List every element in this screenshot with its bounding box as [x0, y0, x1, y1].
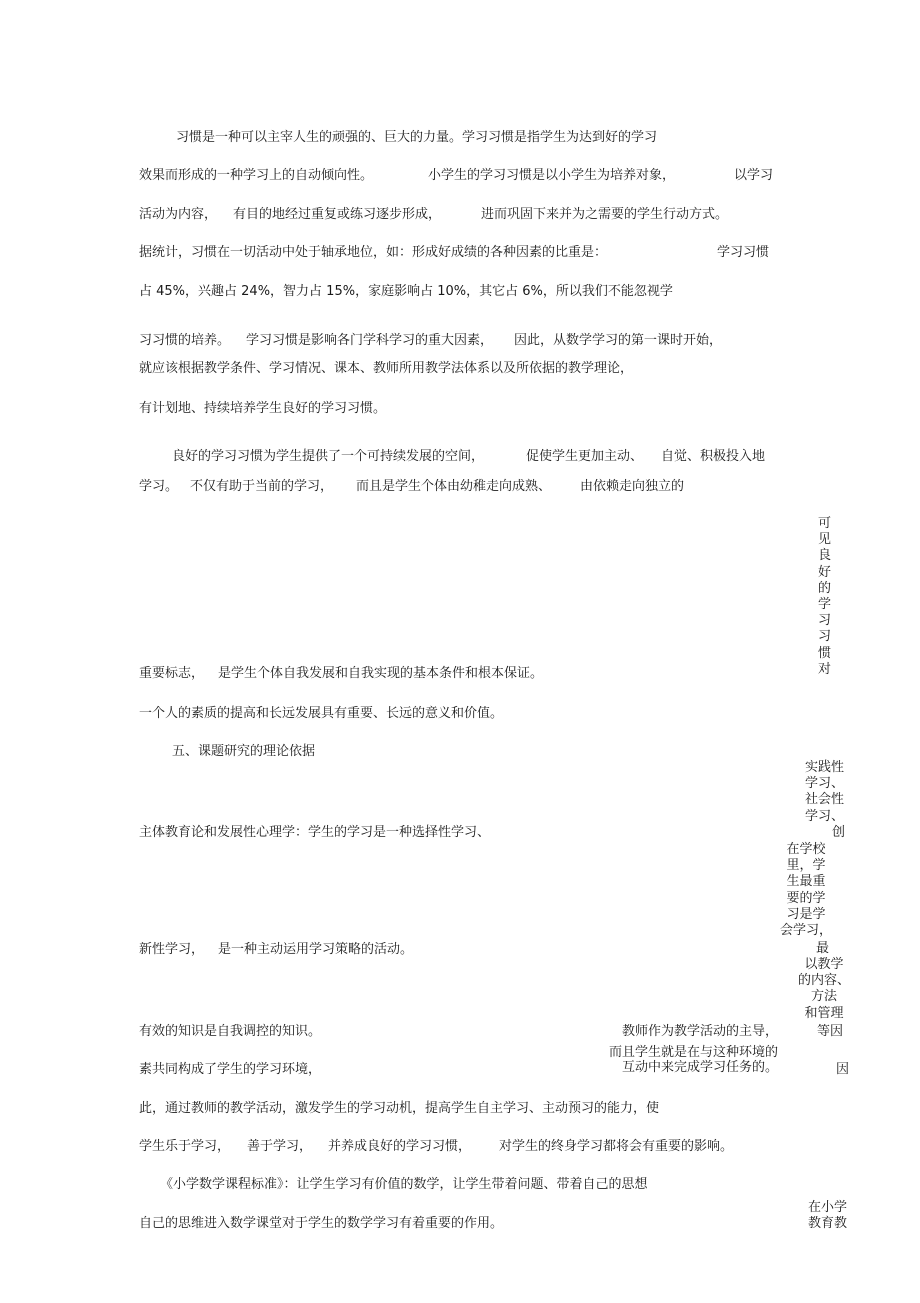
text-line: 就应该根据教学条件、学习情况、课本、教师所用教学法体系以及所依据的教学理论，: [139, 361, 634, 376]
text-line: 因: [836, 1062, 850, 1077]
text-line: 新性学习，: [139, 942, 205, 957]
text-line: 自己的思维进入数学课堂对于学生的数学学习有着重要的作用。: [139, 1216, 504, 1231]
text-line: 据统计，习惯在一切活动中处于轴承地位，如：形成好成绩的各种因素的比重是：: [139, 245, 608, 260]
text-line: 习习惯的培养。: [139, 333, 231, 348]
text-line: 有计划地、持续培养学生良好的学习习惯。: [139, 401, 387, 416]
text-line: 素共同构成了学生的学习环境，: [139, 1062, 322, 1077]
text-line: 一个人的素质的提高和长远发展具有重要、长远的意义和价值。: [139, 706, 504, 721]
text-line: 习惯是一种可以主宰人生的顽强的、巨大的力量。学习习惯是指学生为达到好的学习: [176, 130, 658, 145]
text-line: 小学生的学习习惯是以小学生为培养对象，: [428, 168, 676, 183]
text-line: 主体教育论和发展性心理学：学生的学习是一种选择性学习、: [139, 825, 491, 840]
text-line: 活动为内容，: [139, 207, 218, 222]
text-line: 此，通过教师的教学活动，激发学生的学习动机，提高学生自主学习、主动预习的能力，使: [139, 1101, 660, 1116]
text-line: 占 45%，兴趣占 24%，智力占 15%，家庭影响占 10%，其它占 6%，所以我们不能忽视学: [139, 284, 673, 299]
text-line: 自觉、积极投入地: [661, 449, 766, 464]
margin-note: 实践性 学习、 社会性 学习、: [805, 760, 845, 824]
text-line: 而且学生就是在与这种环境的: [609, 1045, 779, 1060]
text-line: 进而巩固下来并为之需要的学生行动方式。: [481, 207, 729, 222]
text-line: 因此，从数学学习的第一课时开始，: [514, 333, 723, 348]
text-line: 促使学生更加主动、: [526, 449, 644, 464]
text-line: 《小学数学课程标准》：让学生学习有价值的数学，让学生带着问题、带着自己的思想: [160, 1177, 648, 1192]
margin-note: 在小学 教育教: [808, 1200, 848, 1232]
text-line: 互动中来完成学习任务的。: [622, 1060, 779, 1075]
margin-note: 创: [832, 825, 846, 840]
text-line: 效果而形成的一种学习上的自动倾向性。: [139, 168, 374, 183]
section-heading: 五、课题研究的理论依据: [172, 744, 316, 759]
text-line: 学习。: [139, 479, 179, 494]
margin-note: 在学校 里，学 生最重 要的学 习是学 会学习，: [780, 842, 833, 939]
text-line: 重要标志，: [139, 666, 205, 681]
text-line: 并养成良好的学习习惯，: [328, 1139, 472, 1154]
text-line: 而且是学生个体由幼稚走向成熟、: [356, 479, 552, 494]
text-line: 由依赖走向独立的: [580, 479, 685, 494]
margin-note: 等因: [817, 1024, 844, 1039]
text-line: 善于学习，: [247, 1139, 313, 1154]
text-line: 良好的学习习惯为学生提供了一个可持续发展的空间，: [172, 449, 485, 464]
text-line: 有目的地经过重复或练习逐步形成，: [233, 207, 442, 222]
text-line: 学习习惯是影响各门学科学习的重大因素，: [246, 333, 494, 348]
margin-note: 最: [816, 941, 830, 956]
text-line: 学习习惯: [717, 245, 770, 260]
text-line: 对学生的终身学习都将会有重要的影响。: [499, 1139, 734, 1154]
text-line: 有效的知识是自我调控的知识。: [139, 1024, 322, 1039]
margin-note: 可 见 良 好 的 学 习 习 惯 对: [818, 516, 832, 677]
text-line: 是学生个体自我发展和自我实现的基本条件和根本保证。: [218, 666, 544, 681]
margin-note: 以教学 的内容、 方法 和管理: [798, 957, 851, 1021]
text-line: 教师作为教学活动的主导，: [622, 1024, 779, 1039]
text-line: 不仅有助于当前的学习，: [190, 479, 334, 494]
text-line: 是一种主动运用学习策略的活动。: [218, 942, 414, 957]
text-line: 以学习: [734, 168, 774, 183]
text-line: 学生乐于学习，: [139, 1139, 231, 1154]
